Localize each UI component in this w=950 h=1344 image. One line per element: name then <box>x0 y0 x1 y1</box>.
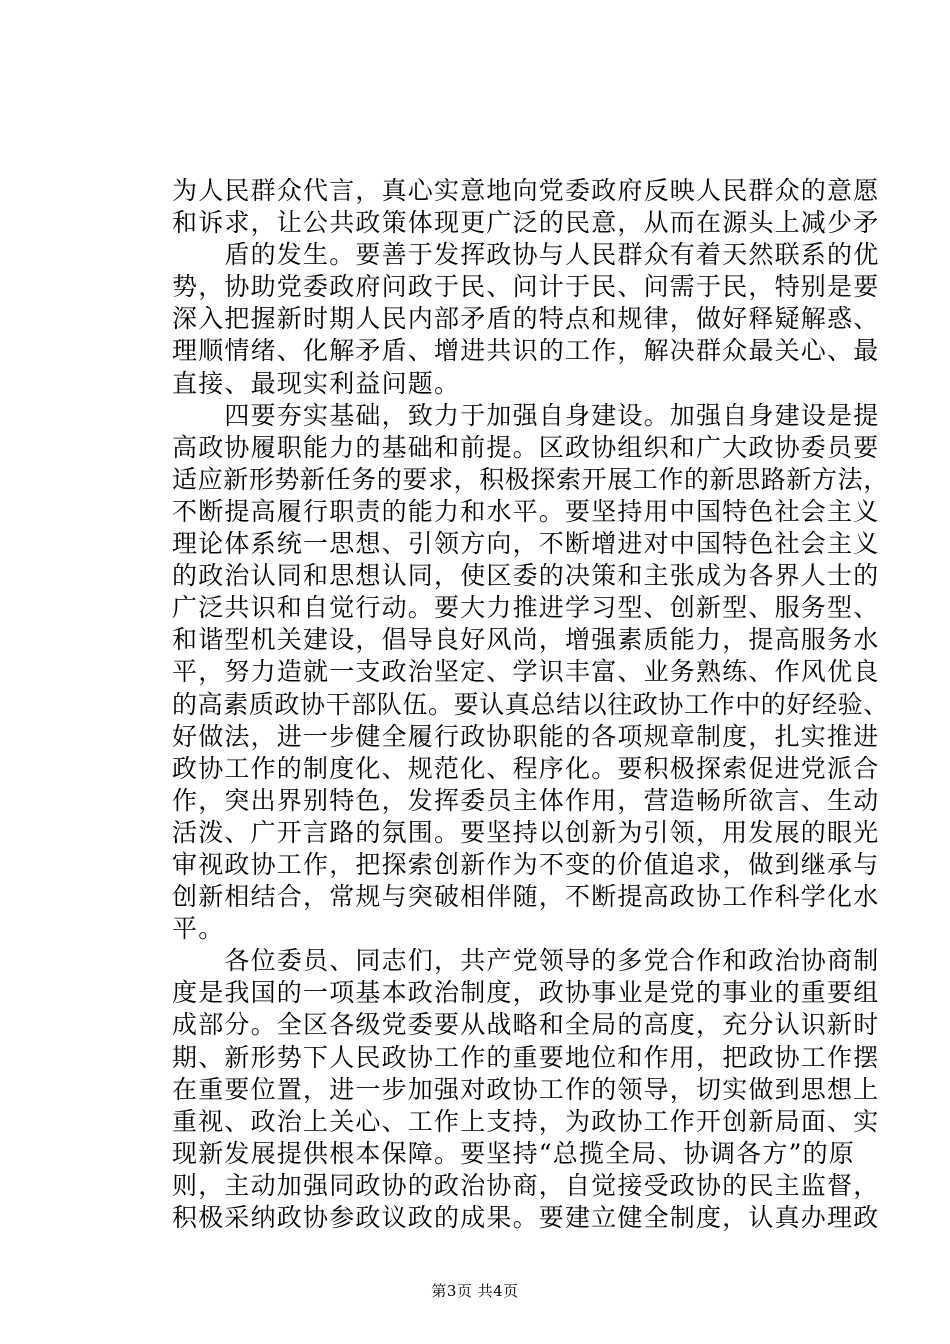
text-line: 则，主动加强同政协的政治协商，自觉接受政协的民主监督， <box>172 1170 880 1200</box>
text-line: 为人民群众代言，真心实意地向党委政府反映人民群众的意愿 <box>172 176 880 205</box>
page-footer: 第3页 共4页 <box>431 1282 519 1300</box>
text-line: 和谐型机关建设，倡导良好风尚，增强素质能力，提高服务水 <box>172 625 880 655</box>
text-line: 作，突出界别特色，发挥委员主体作用，营造畅所欲言、生动 <box>172 785 880 815</box>
text-line: 平，努力造就一支政治坚定、学识丰富、业务熟练、作风优良 <box>172 657 880 687</box>
text-line: 的高素质政协干部队伍。要认真总结以往政协工作中的好经验、 <box>172 689 889 719</box>
text-line: 势，协助党委政府问政于民、问计于民、问需于民，特别是要 <box>172 272 880 302</box>
text-line: 的政治认同和思想认同，使区委的决策和主张成为各界人士的 <box>172 561 880 591</box>
text-line: 各位委员、同志们，共产党领导的多党合作和政治协商制 <box>172 946 880 976</box>
text-line: 平。 <box>172 914 225 944</box>
text-line: 现新发展提供根本保障。要坚持“总揽全局、协调各方”的原 <box>172 1138 855 1168</box>
body-text <box>172 175 889 1234</box>
text-line: 创新相结合，常规与突破相伴随，不断提高政协工作科学化水 <box>172 882 880 912</box>
text-line: 期、新形势下人民政协工作的重要地位和作用，把政协工作摆 <box>172 1042 880 1072</box>
text-line: 盾的发生。要善于发挥政协与人民群众有着天然联系的优 <box>172 240 880 270</box>
text-line: 好做法，进一步健全履行政协职能的各项规章制度，扎实推进 <box>172 721 880 751</box>
text-line: 适应新形势新任务的要求，积极探索开展工作的新思路新方法， <box>172 464 889 494</box>
text-line: 四要夯实基础，致力于加强自身建设。加强自身建设是提 <box>172 400 880 430</box>
text-line: 成部分。全区各级党委要从战略和全局的高度，充分认识新时 <box>172 1010 880 1040</box>
text-line: 理顺情绪、化解矛盾、增进共识的工作，解决群众最关心、最 <box>172 336 880 366</box>
text-line: 理论体系统一思想、引领方向，不断增进对中国特色社会主义 <box>172 529 880 559</box>
text-line: 在重要位置，进一步加强对政协工作的领导，切实做到思想上 <box>172 1074 880 1104</box>
text-line: 度是我国的一项基本政治制度，政协事业是党的事业的重要组 <box>172 978 880 1008</box>
text-line: 广泛共识和自觉行动。要大力推进学习型、创新型、服务型、 <box>172 593 880 623</box>
text-line: 深入把握新时期人民内部矛盾的特点和规律，做好释疑解惑、 <box>172 304 880 334</box>
text-line: 积极采纳政协参政议政的成果。要建立健全制度，认真办理政 <box>172 1203 880 1232</box>
text-line: 重视、政治上关心、工作上支持，为政协工作开创新局面、实 <box>172 1106 880 1136</box>
text-line: 不断提高履行职责的能力和水平。要坚持用中国特色社会主义 <box>172 496 880 526</box>
text-line: 直接、最现实利益问题。 <box>172 368 461 398</box>
text-line: 高政协履职能力的基础和前提。区政协组织和广大政协委员要 <box>172 432 880 462</box>
text-line: 和诉求，让公共政策体现更广泛的民意，从而在源头上减少矛 <box>172 208 880 238</box>
text-line: 审视政协工作，把探索创新作为不变的价值追求，做到继承与 <box>172 849 880 879</box>
text-line: 政协工作的制度化、规范化、程序化。要积极探索促进党派合 <box>172 753 880 783</box>
text-line: 活泼、广开言路的氛围。要坚持以创新为引领，用发展的眼光 <box>172 817 880 847</box>
